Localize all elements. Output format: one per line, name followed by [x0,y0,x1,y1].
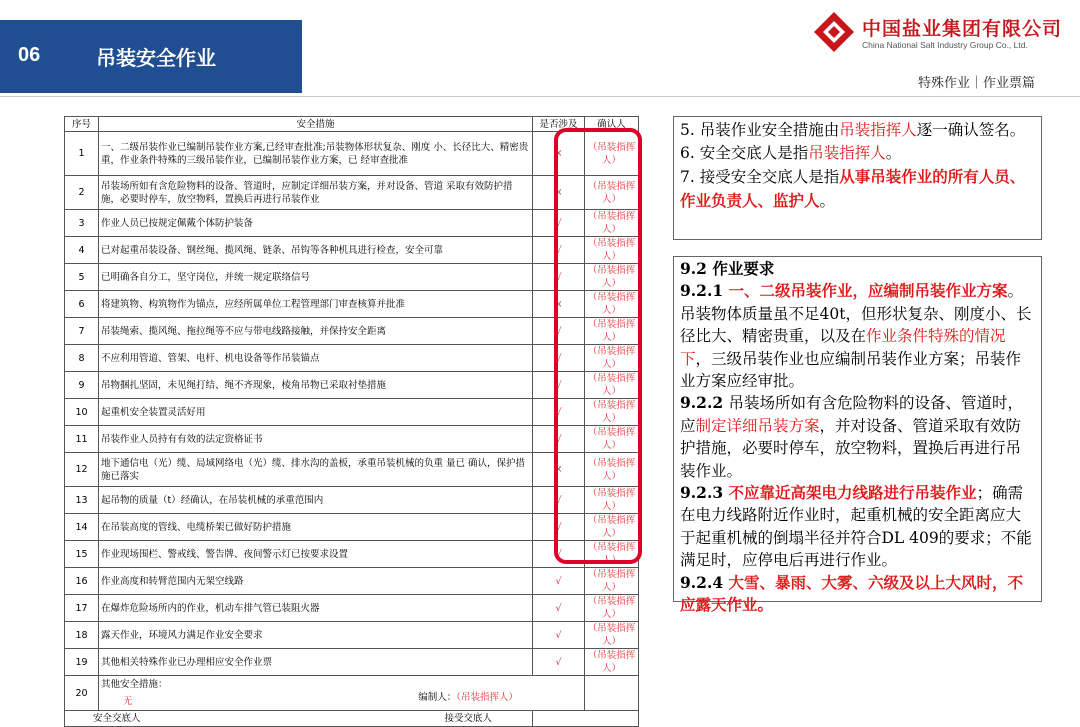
note-5-highlight: 吊装指挥人 [839,121,917,139]
table-row [65,318,639,345]
requirement-number: 9.2.3 [680,483,729,503]
row-involved: √ [533,210,585,237]
row-number: 16 [65,568,99,595]
row-involved: √ [533,487,585,514]
requirement-number: 9.2.1 [680,281,729,301]
note-5-text-end: 逐一确认签名。 [916,121,1026,139]
row-confirm: （吊装指挥人） [585,372,639,399]
row-measure: 已明确各自分工，坚守岗位，并统一规定联络信号 [99,264,533,291]
table-row [65,399,639,426]
requirement-highlight: 大雪、暴雨、大雾、六级及以上大风时，不应露天作业。 [680,572,1024,615]
note-7 [680,165,1035,213]
note-7-text: 7. 接受安全交底人是指 [680,168,840,186]
row-number: 4 [65,237,99,264]
row-measure: 吊物捆扎坚固，未见绳打结、绳不齐现象，棱角吊物已采取衬垫措施 [99,372,533,399]
requirement-9-2-2 [680,392,1035,482]
row-number: 19 [65,649,99,676]
row-measure: 不应利用管道、管架、电杆、机电设备等作吊装锚点 [99,345,533,372]
row-number: 17 [65,595,99,622]
row-measure: 在吊装高度的管线、电缆桥架已做好防护措施 [99,514,533,541]
table-row [65,237,639,264]
requirement-9-2-1 [680,280,1035,392]
requirement-highlight: 作业条件特殊的情况下 [680,327,1006,368]
row-confirm: （吊装指挥人） [585,132,639,176]
row-number: 7 [65,318,99,345]
row-number: 8 [65,345,99,372]
col-header-measure: 安全措施 [99,117,533,132]
table-row [65,291,639,318]
safety-briefer-cell [65,711,533,727]
requirements-box [673,256,1042,615]
table-row [65,132,639,176]
row-confirm: （吊装指挥人） [585,210,639,237]
row-number: 11 [65,426,99,453]
row-measure: 吊装绳索、揽风绳、拖拉绳等不应与带电线路接触，并保持安全距离 [99,318,533,345]
requirement-number: 9.2.2 [680,393,729,413]
row-confirm: （吊装指挥人） [585,291,639,318]
table-row [65,264,639,291]
row-number: 12 [65,453,99,487]
row-involved: √ [533,514,585,541]
row-involved: √ [533,622,585,649]
note-7-highlight: 从事吊装作业的所有人员、作业负责人、监护人 [680,167,1026,210]
company-name-en: China National Salt Industry Group Co., Ltd. [862,40,1028,50]
note-6-text: 6. 安全交底人是指 [680,144,809,162]
row-confirm: （吊装指挥人） [585,514,639,541]
requirement-number: 9.2.4 [680,572,729,592]
row-confirm: （吊装指挥人） [585,176,639,210]
table-row [65,210,639,237]
editor-label: 编制人： [418,692,457,703]
row-involved: √ [533,426,585,453]
other-measures-label: 其他安全措施： [101,679,168,690]
col-header-involved: 是否涉及 [533,117,585,132]
row-number: 15 [65,541,99,568]
row-measure: 在爆炸危险场所内的作业，机动车排气管已装阻火器 [99,595,533,622]
row-confirm: （吊装指挥人） [585,595,639,622]
section-number: 06 [18,44,41,66]
row-confirm [585,676,639,711]
company-logo-icon [812,10,856,54]
requirement-9-2-4 [680,572,1035,617]
table-row [65,372,639,399]
row-confirm: （吊装指挥人） [585,487,639,514]
page-subtitle: 特殊作业｜作业票篇 [918,76,1036,91]
row-confirm: （吊装指挥人） [585,541,639,568]
row-confirm: （吊装指挥人） [585,237,639,264]
row-number: 9 [65,372,99,399]
row-number: 10 [65,399,99,426]
table-header-row [65,117,639,132]
requirements-title: 9.2 作业要求 [680,259,775,278]
row-confirm: （吊装指挥人） [585,453,639,487]
row-confirm: （吊装指挥人） [585,399,639,426]
row-involved: √ [533,318,585,345]
row-confirm: （吊装指挥人） [585,649,639,676]
row-measure: 露天作业，环境风力满足作业安全要求 [99,622,533,649]
other-measures-value: 无 [123,696,133,707]
row-measure: 一、二级吊装作业已编制吊装作业方案,已经审查批准;吊装物体形状复杂、刚度 小、长径比大、精密贵重，作业条件特殊的三级吊装作业，已编制吊装作业方案，已 经审查批准 [99,132,533,176]
note-5-text: 5. 吊装作业安全措施由 [680,121,840,139]
row-confirm: （吊装指挥人） [585,426,639,453]
other-measures-cell [99,676,585,711]
row-number: 3 [65,210,99,237]
row-involved: × [533,176,585,210]
requirement-9-2-3 [680,482,1035,572]
note-7-text-end: 。 [819,192,836,210]
row-number: 13 [65,487,99,514]
note-6-text-end: 。 [885,144,902,162]
editor-value: （吊装指挥人） [456,692,518,703]
editor-field [418,691,518,704]
row-measure: 起重机安全装置灵活好用 [99,399,533,426]
table-row-other-measures [65,676,639,711]
table-row [65,649,639,676]
row-involved: √ [533,541,585,568]
section-header [0,20,302,93]
row-involved: √ [533,595,585,622]
row-confirm: （吊装指挥人） [585,318,639,345]
row-measure: 将建筑物、构筑物作为锚点，应经所属单位工程管理部门审查核算并批准 [99,291,533,318]
row-measure: 作业人员已按规定佩戴个体防护装备 [99,210,533,237]
row-confirm: （吊装指挥人） [585,264,639,291]
table-row [65,487,639,514]
row-involved: √ [533,264,585,291]
table-footer-row [65,711,639,727]
requirement-text: ，并对设备、管道采取有效防护措施，必要时停车，放空物料，置换后再进行吊装作业。 [680,416,1022,480]
row-involved: √ [533,345,585,372]
col-header-no: 序号 [65,117,99,132]
safety-briefer-label: 安全交底人 [93,713,141,724]
requirement-text: ；确需在电力线路附近作业时，起重机械的安全距离应大于起重机械的倒塌半径并符合DL 409的要求；不能满足时，应停电后再进行作业。 [680,484,1032,570]
note-6-highlight: 吊装指挥人 [808,144,886,162]
requirement-text: 。吊装物体质量虽不足40t，但形状复杂、刚度小、长径比大、精密贵重，以及在 [680,282,1032,346]
row-measure: 起吊物的质量（t）经确认，在吊装机械的承重范围内 [99,487,533,514]
row-measure: 吊装作业人员持有有效的法定资格证书 [99,426,533,453]
table-row [65,514,639,541]
table-row [65,453,639,487]
row-number: 20 [65,676,99,711]
row-confirm: （吊装指挥人） [585,568,639,595]
section-title: 吊装安全作业 [96,46,216,70]
table-row [65,568,639,595]
row-number: 2 [65,176,99,210]
row-involved: √ [533,399,585,426]
row-involved: √ [533,649,585,676]
row-involved: √ [533,237,585,264]
row-number: 5 [65,264,99,291]
table-row [65,595,639,622]
row-confirm: （吊装指挥人） [585,345,639,372]
row-measure: 地下通信电（光）缆、局域网络电（光）缆、排水沟的盖板，承重吊装机械的负重 量已 确认，保护措施已落实 [99,453,533,487]
requirement-highlight: 不应靠近高架电力线路进行吊装作业 [728,483,977,503]
requirement-text: 吊装场所如有含危险物料的设备、管道时，应 [680,394,1024,435]
row-measure: 已对起重吊装设备、钢丝绳、揽风绳、链条、吊钩等各种机具进行检查，安全可靠 [99,237,533,264]
table-row [65,622,639,649]
row-involved: × [533,132,585,176]
notes-box [673,116,1042,240]
requirement-highlight: 制定详细吊装方案 [695,416,820,435]
note-5 [680,119,1035,142]
row-measure: 作业高度和转臂范围内无架空线路 [99,568,533,595]
row-involved: √ [533,568,585,595]
requirement-text: ，三级吊装作业也应编制吊装作业方案；吊装作业方案应经审批。 [680,349,1022,391]
row-number: 14 [65,514,99,541]
company-name-cn: 中国盐业集团有限公司 [862,18,1063,40]
table-row [65,345,639,372]
row-measure: 其他相关特殊作业已办理相应安全作业票 [99,649,533,676]
briefing-receiver-label: 接受交底人 [444,713,493,724]
row-involved: × [533,453,585,487]
table-row [65,426,639,453]
footer-empty-cell [533,711,639,727]
requirement-highlight: 一、二级吊装作业，应编制吊装作业方案 [728,281,1008,301]
row-number: 18 [65,622,99,649]
row-measure: 吊装场所如有含危险物料的设备、管道时，应制定详细吊装方案，并对设备、管道 采取有效防护措施，必要时停车，放空物料，置换后再进行吊装作业 [99,176,533,210]
table-row [65,541,639,568]
row-involved: √ [533,372,585,399]
table-row [65,176,639,210]
col-header-confirm: 确认人 [585,117,639,132]
row-involved: × [533,291,585,318]
note-6 [680,142,1035,165]
row-confirm: （吊装指挥人） [585,622,639,649]
safety-measures-table [64,116,639,727]
row-measure: 作业现场围栏、警戒线、警告牌、夜间警示灯已按要求设置 [99,541,533,568]
header-divider [0,96,1080,97]
row-number: 1 [65,132,99,176]
row-number: 6 [65,291,99,318]
